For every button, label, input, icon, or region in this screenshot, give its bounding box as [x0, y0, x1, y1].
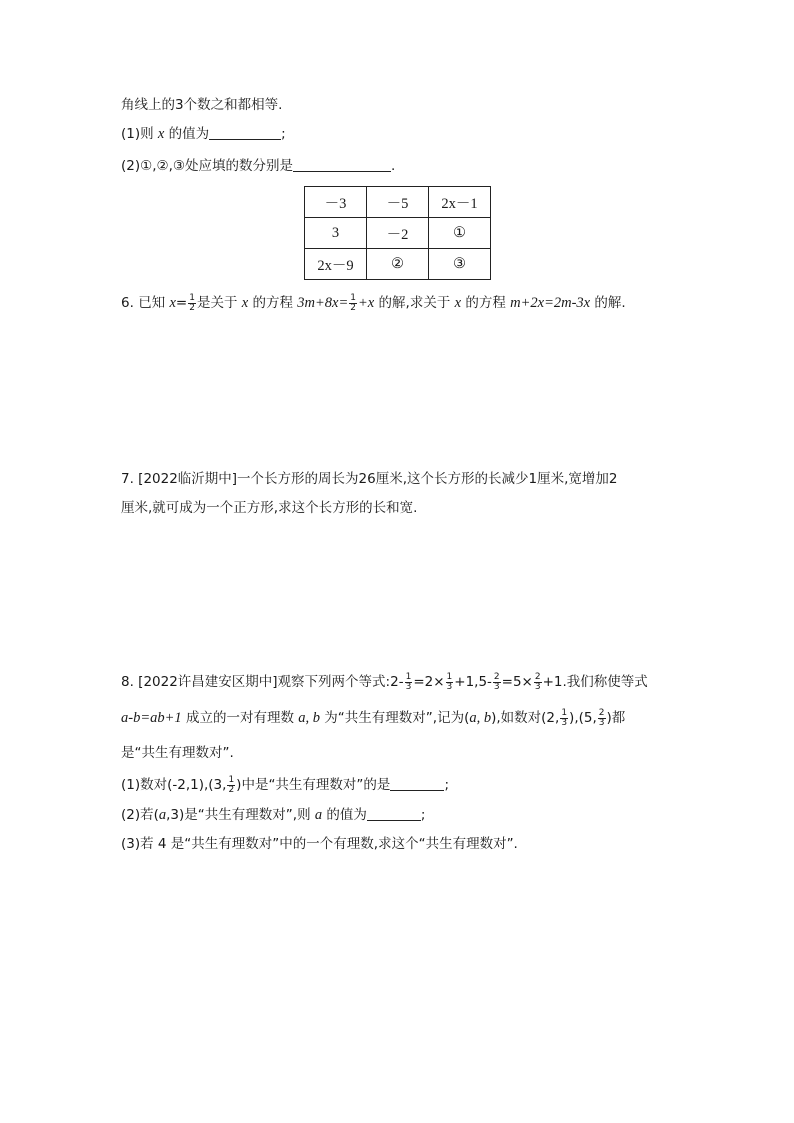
- q1-end: ;: [281, 126, 286, 142]
- question-8-line3: 是“共生有理数对”.: [121, 745, 234, 761]
- table-cell: －5: [367, 187, 429, 218]
- q8-text: +1,5-: [454, 674, 492, 690]
- answer-blank[interactable]: [390, 776, 444, 791]
- fraction-numerator: 2: [598, 707, 605, 718]
- q8-text: =2×: [413, 674, 445, 690]
- q6-eq: =: [175, 295, 188, 311]
- question-2: [121, 156, 395, 176]
- fraction-numerator: 2: [534, 671, 541, 682]
- q6-var: x: [169, 295, 176, 311]
- fraction-denominator: 3: [561, 717, 568, 728]
- q6-equation: +x: [358, 295, 375, 311]
- q8-text: ,3)是“共生有理数对”,则: [166, 807, 315, 823]
- q6-number: 6.: [121, 295, 134, 311]
- q6-text: 的方程: [461, 295, 511, 311]
- fraction: [493, 673, 501, 692]
- q8-equation: a-b=ab+1: [121, 710, 182, 726]
- fraction: [598, 709, 606, 728]
- table-row: [305, 249, 491, 280]
- question-8-line1: [121, 672, 648, 692]
- fraction-numerator: 1: [350, 292, 357, 303]
- q8-text: 的值为: [322, 807, 367, 823]
- fraction-numerator: 1: [405, 671, 412, 682]
- question-8-sub1: [121, 775, 449, 795]
- fraction-numerator: 1: [446, 671, 453, 682]
- q8-text: ;: [420, 807, 426, 823]
- fraction-numerator: 1: [561, 707, 568, 718]
- table-cell: 2x－9: [305, 249, 367, 280]
- fraction: [446, 673, 454, 692]
- magic-square-table: [304, 186, 491, 280]
- q6-var: x: [454, 295, 462, 311]
- q8-text: (2)若(: [121, 807, 159, 823]
- q8-text: +1.我们称使等式: [542, 674, 648, 690]
- question-7-line2: 厘米,就可成为一个正方形,求这个长方形的长和宽.: [121, 500, 418, 516]
- fraction: [188, 294, 196, 313]
- q6-var: x: [241, 295, 249, 311]
- fraction: [560, 709, 568, 728]
- table-cell: 3: [305, 218, 367, 249]
- answer-blank[interactable]: [293, 157, 391, 172]
- fraction: [534, 673, 542, 692]
- table-cell: －3: [305, 187, 367, 218]
- q1-prefix: (1)则: [121, 126, 158, 142]
- q8-text: 为“共生有理数对”,记为(: [320, 710, 470, 726]
- q6-text: 的解,求关于: [374, 295, 455, 311]
- q8-var: a: [158, 807, 167, 823]
- fraction-denominator: 3: [405, 681, 412, 692]
- q6-text: 的解.: [590, 295, 626, 311]
- fraction-denominator: 2: [228, 784, 235, 795]
- table-row: [305, 218, 491, 249]
- question-1: [121, 124, 286, 144]
- q6-text: 是关于: [196, 295, 242, 311]
- q6-equation: m+2x=2m-3x: [510, 295, 591, 311]
- q8-text: =5×: [501, 674, 533, 690]
- fraction-denominator: 2: [350, 302, 357, 313]
- fraction-numerator: 2: [493, 671, 500, 682]
- fraction: [227, 776, 235, 795]
- fraction-denominator: 3: [534, 681, 541, 692]
- q8-text: 成立的一对有理数: [181, 710, 299, 726]
- fraction-denominator: 3: [598, 717, 605, 728]
- q8-text: )中是“共生有理数对”的是: [236, 777, 391, 793]
- q6-text: 已知: [138, 295, 170, 311]
- table-cell: ③: [429, 249, 491, 280]
- table-cell: －2: [367, 218, 429, 249]
- q8-text: 8. [2022许昌建安区期中]观察下列两个等式:2-: [121, 674, 404, 690]
- table-cell: ②: [367, 249, 429, 280]
- q8-text: (1)数对(-2,1),(3,: [121, 777, 227, 793]
- q1-suffix: 的值为: [164, 126, 210, 142]
- q8-text: )都: [606, 710, 626, 726]
- table-cell: 2x－1: [429, 187, 491, 218]
- q6-equation: 3m+8x=: [297, 295, 349, 311]
- answer-blank[interactable]: [367, 806, 421, 821]
- q8-var: a, b: [298, 710, 320, 726]
- question-7-line1: 7. [2022临沂期中]一个长方形的周长为26厘米,这个长方形的长减少1厘米,宽增加2: [121, 471, 618, 487]
- question-6: [121, 293, 626, 313]
- fraction: [349, 294, 357, 313]
- q1-var: x: [157, 126, 165, 142]
- intro-line: 角线上的3个数之和都相等.: [121, 97, 283, 113]
- table-cell: ①: [429, 218, 491, 249]
- fraction-numerator: 1: [189, 292, 195, 303]
- question-8-sub2: [121, 805, 425, 825]
- q8-var: a: [314, 807, 323, 823]
- q8-text: ),(5,: [569, 710, 597, 726]
- table-row: [305, 187, 491, 218]
- fraction-denominator: 3: [493, 681, 500, 692]
- fraction-denominator: 3: [446, 681, 453, 692]
- question-8-line2: [121, 708, 625, 728]
- q2-end: .: [391, 158, 396, 174]
- fraction: [405, 673, 413, 692]
- q8-text: ;: [444, 777, 449, 793]
- fraction-numerator: 1: [228, 774, 235, 785]
- fraction-denominator: 2: [189, 302, 195, 313]
- question-8-sub3: (3)若 4 是“共生有理数对”中的一个有理数,求这个“共生有理数对”.: [121, 836, 518, 852]
- q2-prefix: (2)①,②,③处应填的数分别是: [121, 158, 294, 174]
- q6-text: 的方程: [248, 295, 298, 311]
- q8-text: ),如数对(2,: [491, 710, 560, 726]
- q8-var: a, b: [469, 710, 492, 726]
- answer-blank[interactable]: [209, 125, 281, 140]
